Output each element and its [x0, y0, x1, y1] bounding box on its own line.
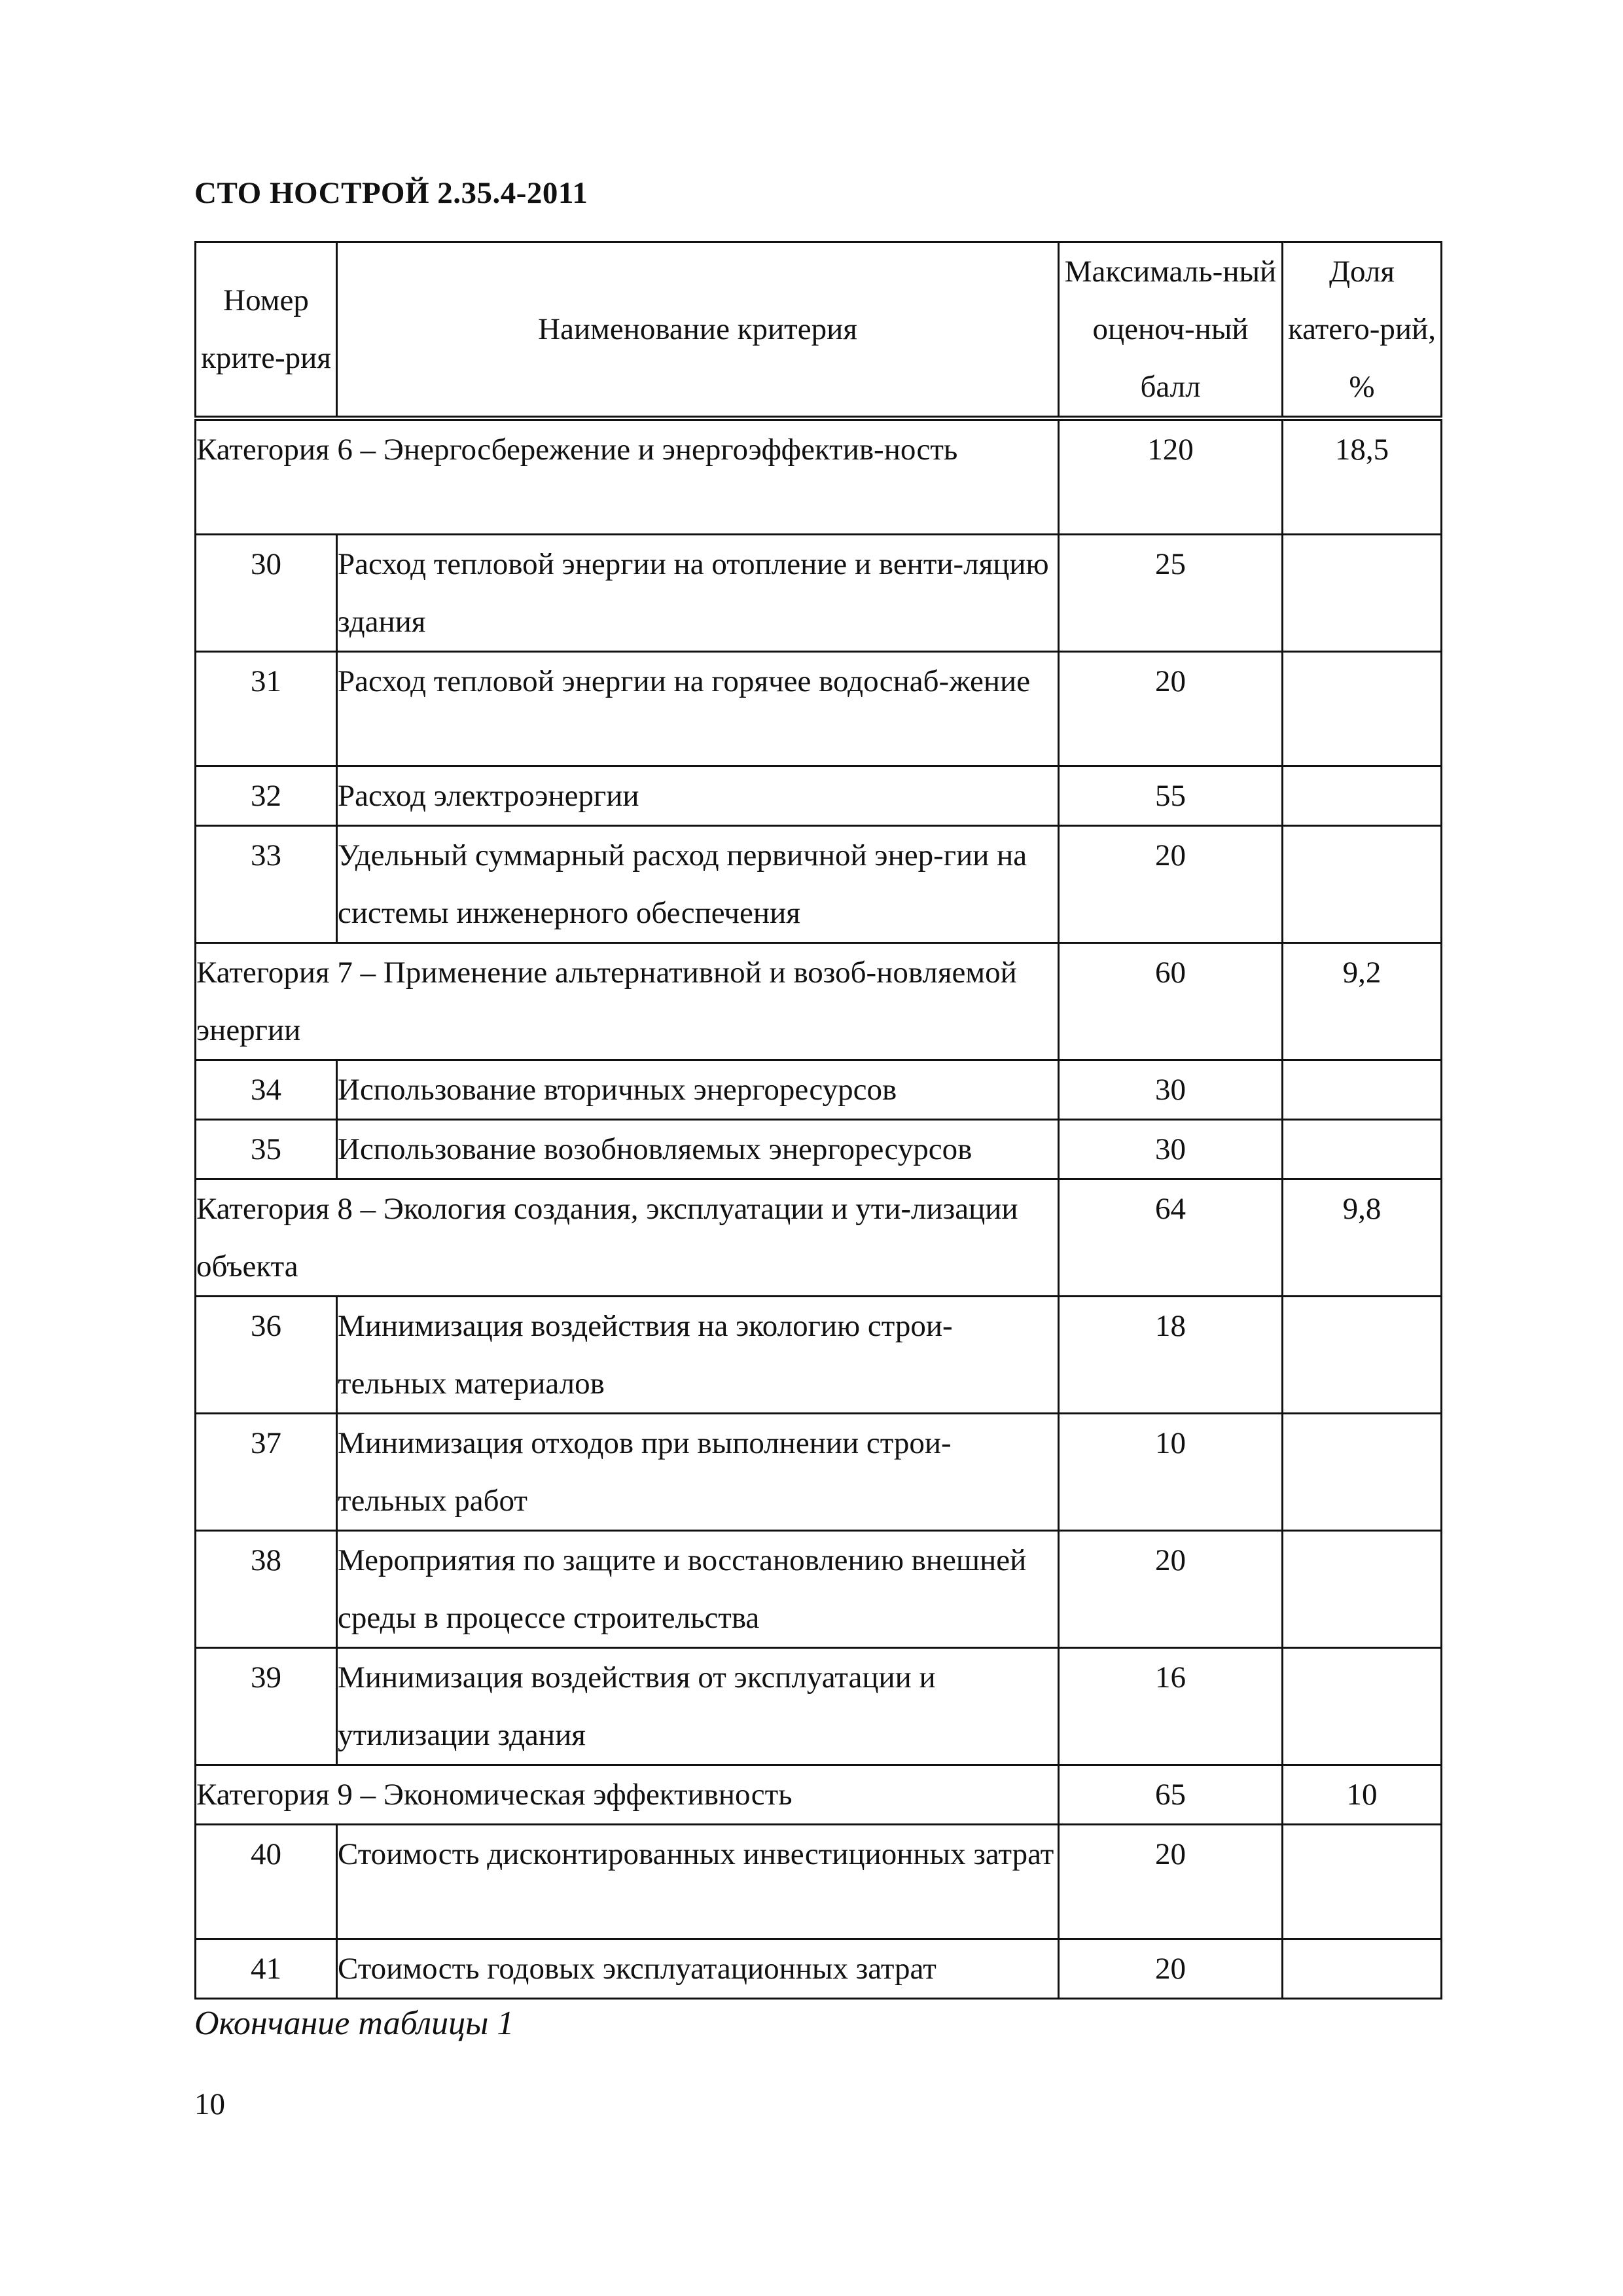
table-header-row — [196, 242, 1442, 419]
category-share-empty — [1283, 535, 1442, 652]
criterion-number: 37 — [196, 1414, 337, 1531]
criterion-name: Расход тепловой энергии на отопление и венти-ляцию здания — [337, 535, 1059, 652]
category-share-empty — [1283, 1531, 1442, 1648]
category-row — [196, 1765, 1442, 1825]
category-row — [196, 943, 1442, 1060]
category-row — [196, 418, 1442, 535]
criteria-table — [194, 241, 1442, 2000]
category-share-empty — [1283, 1825, 1442, 1939]
criterion-name: Использование возобновляемых энергоресурсов — [337, 1120, 1059, 1179]
max-score: 64 — [1059, 1179, 1283, 1297]
category-share-empty — [1283, 1060, 1442, 1120]
criterion-number: 41 — [196, 1939, 337, 1999]
category-name: Категория 9 – Экономическая эффективность — [196, 1765, 1059, 1825]
criterion-name: Минимизация воздействия от эксплуатации и утилизации здания — [337, 1648, 1059, 1765]
criterion-name: Стоимость годовых эксплуатационных затрат — [337, 1939, 1059, 1999]
criterion-number: 35 — [196, 1120, 337, 1179]
table-row — [196, 1060, 1442, 1120]
max-score: 20 — [1059, 1531, 1283, 1648]
category-share-empty — [1283, 1120, 1442, 1179]
max-score: 20 — [1059, 652, 1283, 766]
criterion-name: Мероприятия по защите и восстановлению внешней среды в процессе строительства — [337, 1531, 1059, 1648]
category-share-empty — [1283, 826, 1442, 943]
max-score: 20 — [1059, 826, 1283, 943]
max-score: 120 — [1059, 418, 1283, 535]
table-row — [196, 1297, 1442, 1414]
category-name: Категория 6 – Энергосбережение и энергоэффектив-ность — [196, 418, 1059, 535]
table-row — [196, 1531, 1442, 1648]
max-score: 20 — [1059, 1825, 1283, 1939]
criterion-name: Использование вторичных энергоресурсов — [337, 1060, 1059, 1120]
column-header-name: Наименование критерия — [337, 242, 1059, 419]
max-score: 60 — [1059, 943, 1283, 1060]
table-row — [196, 1414, 1442, 1531]
max-score: 16 — [1059, 1648, 1283, 1765]
category-share-empty — [1283, 652, 1442, 766]
table-row — [196, 766, 1442, 826]
column-header-number: Номер крите-рия — [196, 242, 337, 419]
max-score: 65 — [1059, 1765, 1283, 1825]
category-share: 9,2 — [1283, 943, 1442, 1060]
criterion-name: Минимизация отходов при выполнении строи-тельных работ — [337, 1414, 1059, 1531]
criterion-number: 34 — [196, 1060, 337, 1120]
criterion-number: 38 — [196, 1531, 337, 1648]
category-share-empty — [1283, 1939, 1442, 1999]
category-share: 18,5 — [1283, 418, 1442, 535]
category-share: 9,8 — [1283, 1179, 1442, 1297]
max-score: 20 — [1059, 1939, 1283, 1999]
table-row — [196, 826, 1442, 943]
category-name: Категория 8 – Экология создания, эксплуатации и ути-лизации объекта — [196, 1179, 1059, 1297]
category-name: Категория 7 – Применение альтернативной и возоб-новляемой энергии — [196, 943, 1059, 1060]
table-row — [196, 1648, 1442, 1765]
max-score: 30 — [1059, 1120, 1283, 1179]
column-header-category-share: Доля катего-рий, % — [1283, 242, 1442, 419]
criterion-number: 31 — [196, 652, 337, 766]
criterion-number: 32 — [196, 766, 337, 826]
column-header-max-score: Максималь-ный оценоч-ный балл — [1059, 242, 1283, 419]
category-share-empty — [1283, 766, 1442, 826]
category-share-empty — [1283, 1414, 1442, 1531]
max-score: 25 — [1059, 535, 1283, 652]
category-share-empty — [1283, 1648, 1442, 1765]
table-row — [196, 1120, 1442, 1179]
criterion-number: 39 — [196, 1648, 337, 1765]
criterion-name: Удельный суммарный расход первичной энер-гии на системы инженерного обеспечения — [337, 826, 1059, 943]
table-row — [196, 535, 1442, 652]
criterion-number: 40 — [196, 1825, 337, 1939]
criterion-number: 30 — [196, 535, 337, 652]
max-score: 55 — [1059, 766, 1283, 826]
table-continuation-note: Окончание таблицы 1 — [194, 2005, 514, 2042]
max-score: 18 — [1059, 1297, 1283, 1414]
criterion-number: 33 — [196, 826, 337, 943]
criterion-name: Расход тепловой энергии на горячее водоснаб-жение — [337, 652, 1059, 766]
document-code: СТО НОСТРОЙ 2.35.4-2011 — [194, 176, 588, 210]
category-share-empty — [1283, 1297, 1442, 1414]
criterion-name: Минимизация воздействия на экологию строи-тельных материалов — [337, 1297, 1059, 1414]
table-row — [196, 652, 1442, 766]
page-number: 10 — [194, 2087, 225, 2121]
criterion-name: Расход электроэнергии — [337, 766, 1059, 826]
max-score: 10 — [1059, 1414, 1283, 1531]
max-score: 30 — [1059, 1060, 1283, 1120]
category-row — [196, 1179, 1442, 1297]
criterion-name: Стоимость дисконтированных инвестиционных затрат — [337, 1825, 1059, 1939]
table-row — [196, 1939, 1442, 1999]
table-row — [196, 1825, 1442, 1939]
criterion-number: 36 — [196, 1297, 337, 1414]
category-share: 10 — [1283, 1765, 1442, 1825]
